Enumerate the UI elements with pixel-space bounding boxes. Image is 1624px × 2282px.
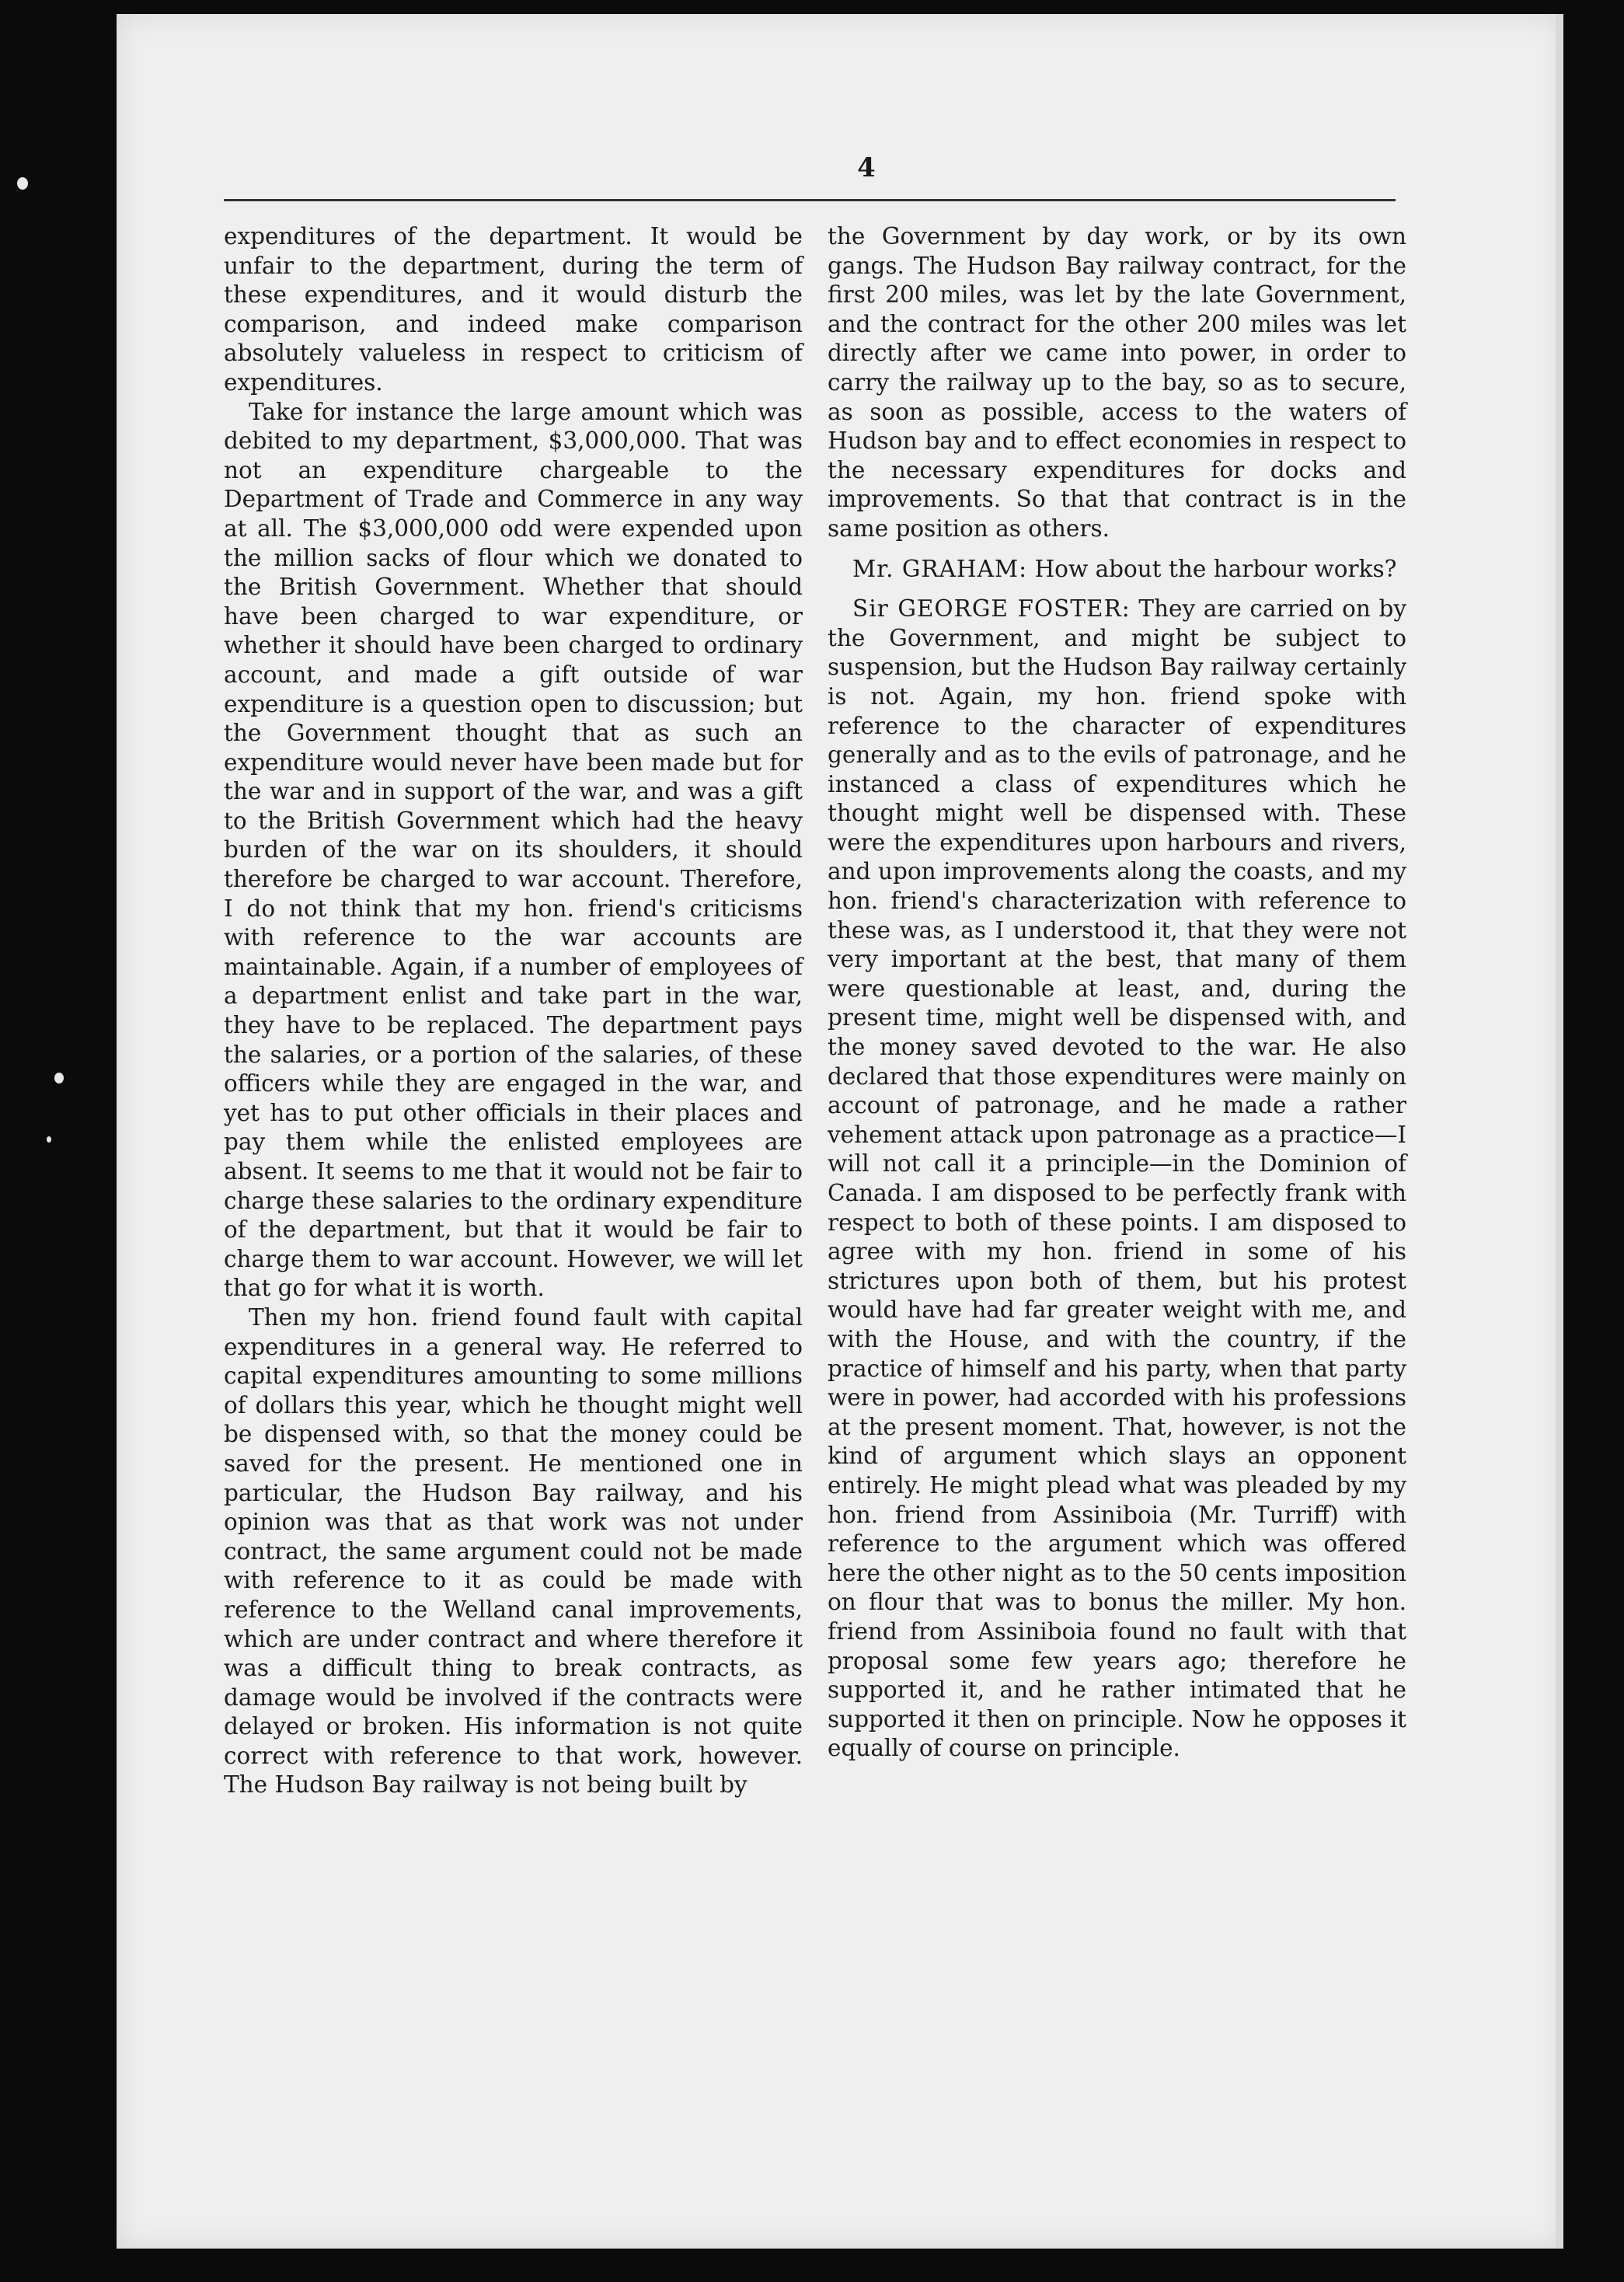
- paragraph: Take for instance the large amount which was debited to my department, $3,000,000. That was not an expenditure chargeable to the Department of Trade and Commerce in any way at all. The $3,000,000 odd were expended upon the million sacks of flour which we donated to the British Government. Whether that should have been charged to war expenditure, or whether it should have been charged to ordinary account, and made a gift outside of war expenditure is a question open to discussion; but the Government thought that as such an expenditure would never have been made but for the war and in support of the war, and was a gift to the British Government which had the heavy burden of the war on its shoulders, it should therefore be charged to war account. Therefore, I do not think that my hon. friend's criticisms with reference to the war accounts are maintainable. Again, if a number of employees of a department enlist and take part in the war, they have to be replaced. The department pays the salaries, or a portion of the salaries, of these officers while they are engaged in the war, and yet has to put other officials in their places and pay them while the enlisted employees are absent. It seems to me that it would not be fair to charge these salaries to the ordinary expenditure of the department, but that it would be fair to charge them to war account. However, we will let that go for what it is worth.: [224, 398, 803, 1302]
- header-rule: [224, 199, 1396, 201]
- page-edge: [1556, 14, 1563, 2249]
- left-column: [224, 222, 803, 1800]
- page-number: 4: [857, 152, 876, 183]
- speech-paragraph: [828, 555, 1406, 584]
- paragraph: Then my hon. friend found fault with capital expenditures in a general way. He referred to capital expenditures amounting to some millions of dollars this year, which he thought might well be dispensed with, so that the money could be saved for the present. He mentioned one in particular, the Hudson Bay railway, and his opinion was that as that work was not under contract, the same argument could not be made with reference to it as could be made with reference to the Welland canal improvements, which are under contract and where therefore it was a difficult thing to break contracts, as damage would be involved if the contracts were delayed or broken. His information is not quite correct with reference to that work, however. The Hudson Bay railway is not being built by: [224, 1303, 803, 1799]
- speck: [47, 1136, 51, 1143]
- right-column: [828, 222, 1406, 1764]
- document-page: [117, 14, 1563, 2249]
- speech-text: They are carried on by the Government, and might be subject to suspension, but the Hudson Bay railway certainly is not. Again, my hon. friend spoke with reference to the character of expenditures generally and as to the evils of patronage, and he instanced a class of expenditures which he thought might well be dispensed with. These were the expenditures upon harbours and rivers, and upon improvements along the coasts, and my hon. friend's characterization with reference to these was, as I understood it, that they were not very important at the best, that many of them were questionable at least, and, during the present time, might well be dispensed with, and the money saved devoted to the war. He also declared that those expenditures were mainly on account of patronage, and he made a rather vehement attack upon patronage as a practice—I will not call it a principle—in the Dominion of Canada. I am disposed to be perfectly frank with respect to both of these points. I am disposed to agree with my hon. friend in some of his strictures upon both of them, but his protest would have had far greater weight with me, and with the House, and with the country, if the practice of himself and his party, when that party were in power, had accorded with his professions at the present moment. That, however, is not the kind of argument which slays an opponent entirely. He might plead what was pleaded by my hon. friend from Assiniboia (Mr. Turriff) with reference to the argument which was offered here the other night as to the 50 cents imposition on flour that was to bonus the miller. My hon. friend from Assiniboia found no fault with that proposal some few years ago; therefore he supported it, and he rather intimated that he supported it then on principle. Now he opposes it equally of course on principle.: [828, 595, 1406, 1762]
- speaker-name: Sir GEORGE FOSTER:: [852, 595, 1131, 623]
- speck: [54, 1073, 64, 1083]
- page-content: [224, 14, 1509, 2249]
- speaker-name: Mr. GRAHAM:: [852, 555, 1028, 582]
- paragraph: expenditures of the department. It would be unfair to the department, during the term of these expenditures, and it would disturb the comparison, and indeed make comparison absolutely valueless in respect to criticism of expenditures.: [224, 223, 803, 396]
- paragraph: the Government by day work, or by its own gangs. The Hudson Bay railway contract, for the first 200 miles, was let by the late Government, and the contract for the other 200 miles was let directly after we came into power, in order to carry the railway up to the bay, so as to secure, as soon as possible, access to the waters of Hudson bay and to effect economies in respect to the necessary expenditures for docks and improvements. So that that contract is in the same position as others.: [828, 223, 1406, 542]
- speech-text: How about the harbour works?: [1027, 555, 1397, 582]
- speech-paragraph: [828, 595, 1406, 1764]
- speck: [17, 177, 28, 190]
